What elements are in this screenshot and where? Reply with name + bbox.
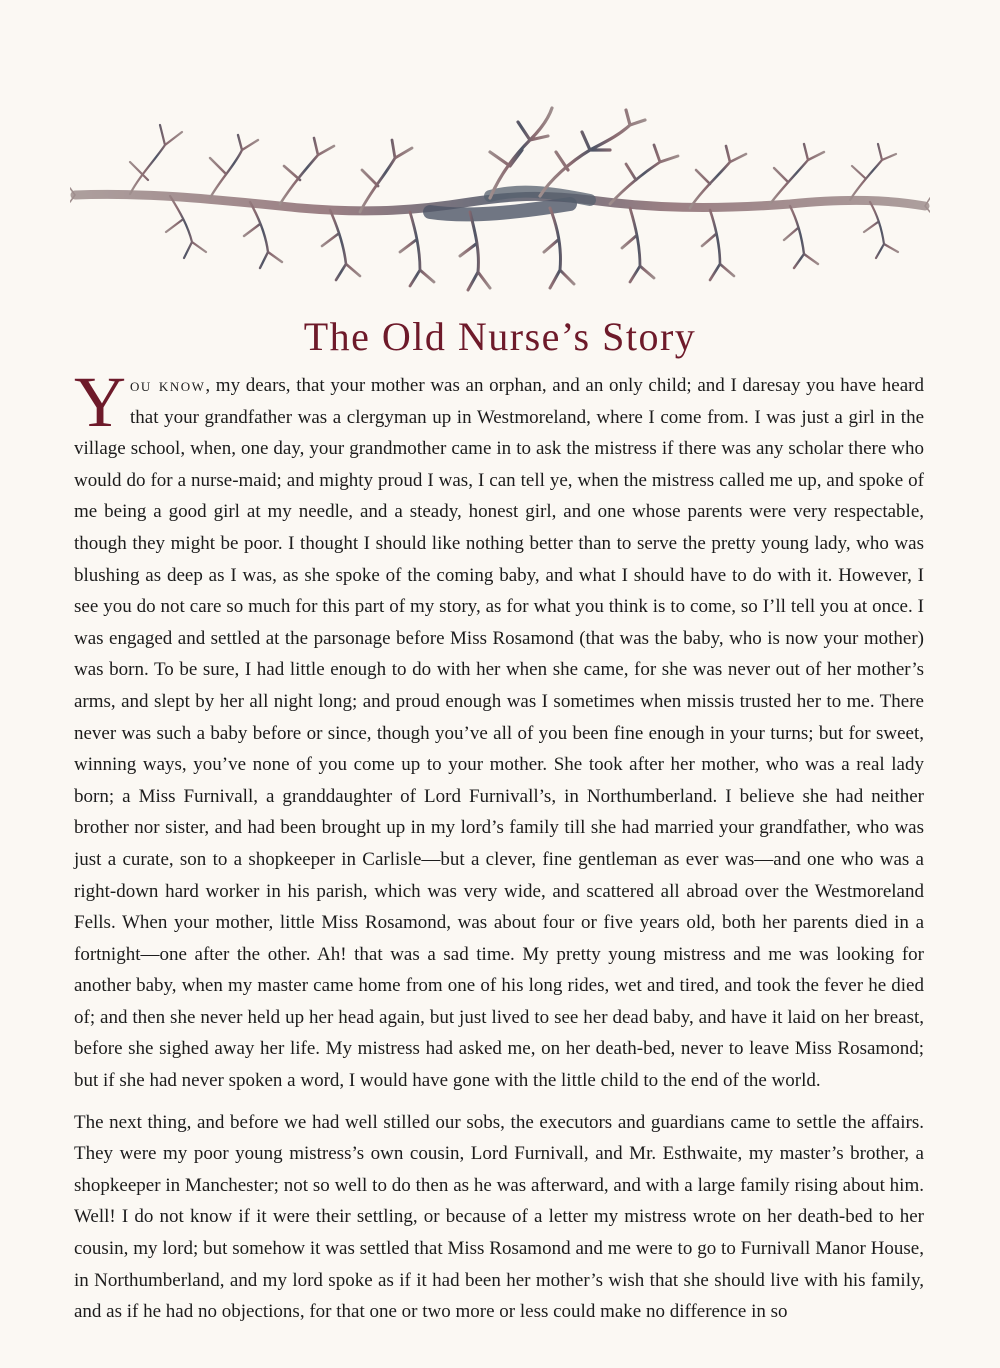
paragraph-1-text: , my dears, that your mother was an orphan, and an only child; and I daresay you have heard that your grandfather was a clergyman up in Westmoreland, where I come from. I was just a girl in the village school, when, one day, your grandmother came in to ask the mistress if there was any scholar there who would do for a nurse-maid; and mighty proud I was, I can tell ye, when the mistress called me up, and spoke of me being a good girl at my needle, and a steady, honest girl, and one whose parents were very respectable, though they might be poor. I thought I should like nothing better than to serve the pretty young lady, who was blushing as deep as I was, as she spoke of the coming baby, and what I should have to do with it. However, I see you do not care so much for this part of my story, as for what you think is to come, so I’ll tell you at once. I was engaged and settled at the parsonage before Miss Rosamond (that was the baby, who is now your mother) was born. To be sure, I had little enough to do with her when she came, for she was never out of her mother’s arms, and slept by her all night long; and proud enough was I sometimes when missis trusted her to me. There never was such a baby before or since, though you’ve all of you been fine enough in your turns; but for sweet, winning ways, you’ve none of you come up to your mother. She took after her mother, who was a real lady born; a Miss Furnivall, a granddaughter of Lord Furnivall’s, in Northumberland. I believe she had neither brother nor sister, and had been brought up in my lord’s family till she had married your grandfather, who was just a curate, son to a shopkeeper in Carlisle—but a clever, fine gentleman as ever was—and one who was a right-down hard worker in his parish, which was very wide, and scattered all abroad over the Westmoreland Fells. When your mother, little Miss Rosamond, was about four or five years old, both her parents died in a fortnight—one after the other. Ah! that was a sad time. My pretty young mistress and me was looking for another baby, when my master came home from one of his long rides, wet and tired, and took the fever he died of; and then she never held up her head again, but just lived to see her dead baby, and have it laid on her breast, before she sighed away her life. My mistress had asked me, on her death-bed, never to leave Miss Rosamond; but if she had never spoken a word, I would have gone with the little child to the end of the world. <box>74 375 924 1092</box>
bare-branch-illustration <box>70 100 930 320</box>
drop-cap: Y <box>74 362 126 442</box>
story-title: The Old Nurse’s Story <box>303 314 697 359</box>
story-body <box>74 362 924 1338</box>
story-paragraph-2: The next thing, and before we had well stilled our sobs, the executors and guardians came to settle the affairs. They were my poor young mistress’s own cousin, Lord Furnivall, and Mr. Esthwaite, my master’s brother, a shopkeeper in Manchester; not so well to do then as he was afterward, and with a large family rising about him. Well! I do not know if it were their settling, or because of a letter my mistress wrote on her death-bed to her cousin, my lord; but somehow it was settled that Miss Rosamond and me were to go to Furnivall Manor House, in Northumberland, and my lord spoke as if it had been her mother’s wish that she should live with his family, and as if he had no objections, for that one or two more or less could make no difference in so <box>74 1111 924 1323</box>
story-paragraph-1 <box>74 362 924 1097</box>
opening-small-caps: ou know <box>130 375 206 396</box>
